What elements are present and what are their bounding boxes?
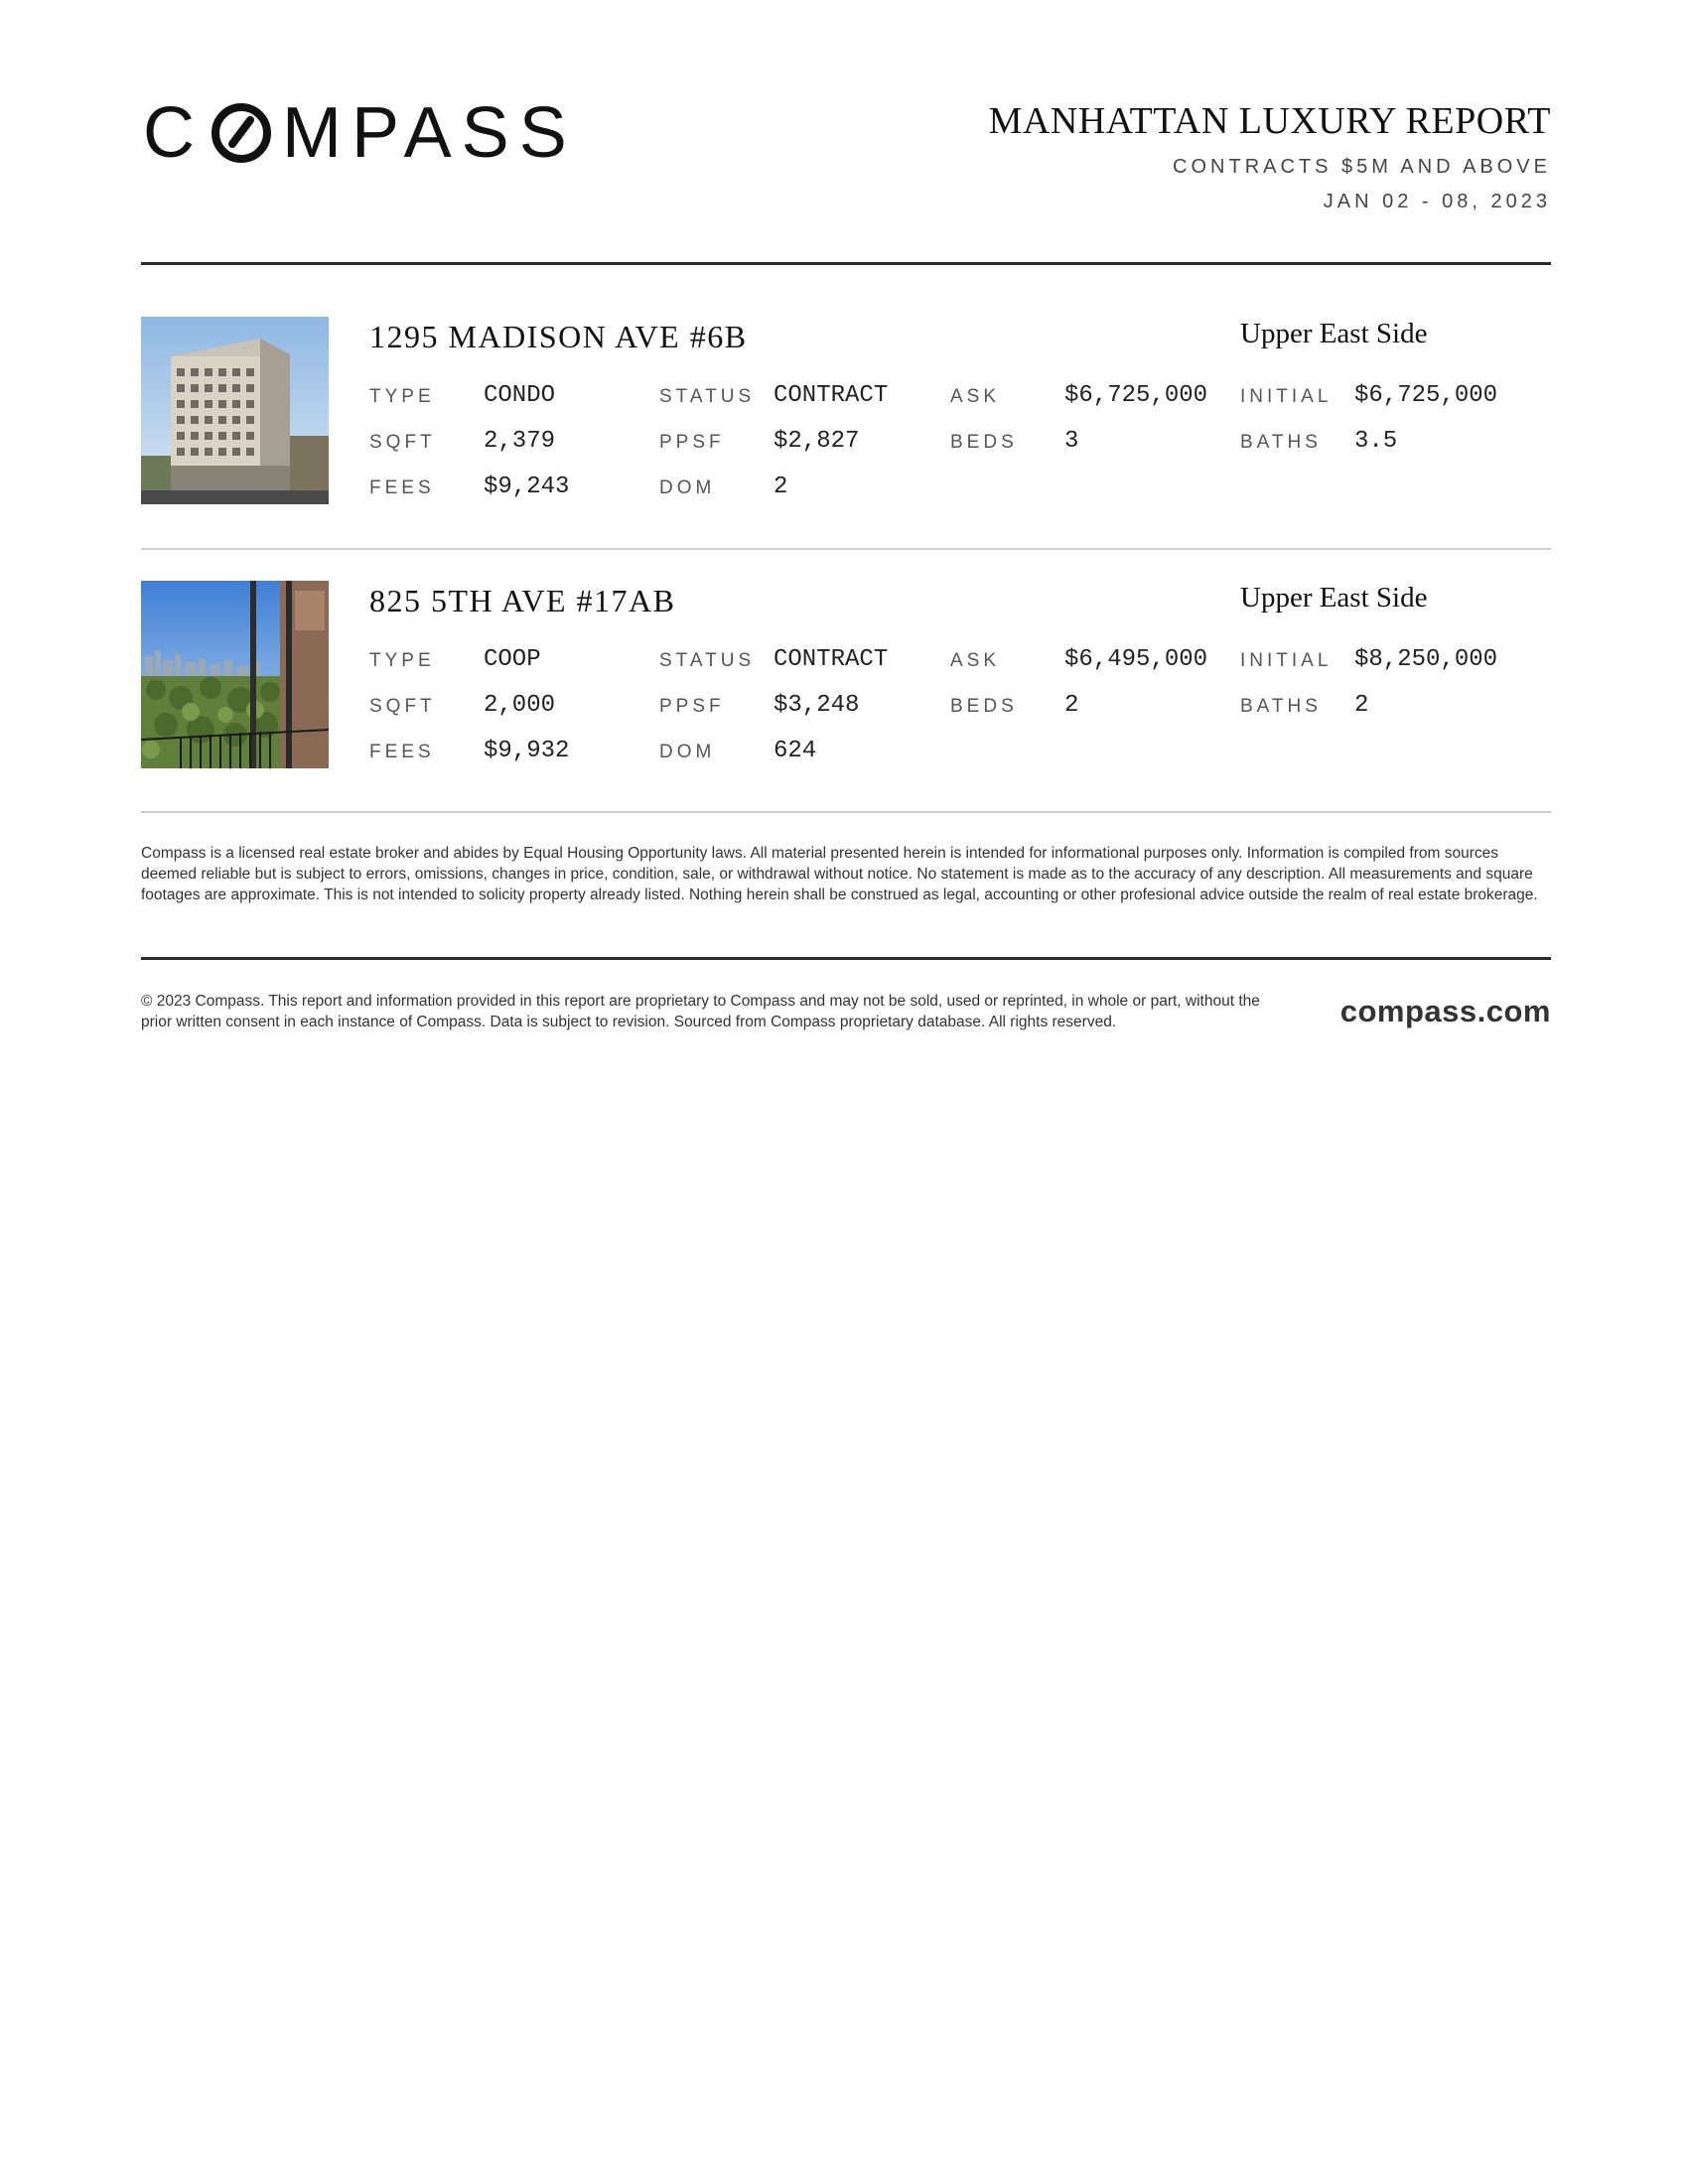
dom-value: 2 [774, 474, 788, 500]
header-divider [141, 262, 1551, 265]
compass-logo[interactable] [143, 93, 577, 173]
legal-disclaimer: Compass is a licensed real estate broker and abides by Equal Housing Opportunity laws. All material presented herein is intended for informational purposes only. Information is compiled from sources deemed reliable but is subject to errors, omissions, changes in price, condition, sale, or withdrawal without notice. No statement is made as to the accuracy of any description. All measurements and square footages are approximate. This is not intended to solicity property already listed. Nothing herein shall be construed as legal, accounting or other profesional advice outside the realm of real estate brokerage. [141, 845, 1538, 903]
beds-label: BEDS [950, 696, 1018, 717]
ask-label: ASK [950, 386, 1001, 407]
status-value: CONTRACT [774, 382, 889, 409]
listing-divider [141, 548, 1551, 550]
sqft-label: SQFT [369, 696, 436, 717]
initial-label: INITIAL [1240, 386, 1333, 407]
dom-label: DOM [659, 742, 716, 762]
footer-divider [141, 957, 1551, 960]
status-label: STATUS [659, 650, 756, 671]
listing-neighborhood: Upper East Side [1240, 318, 1428, 349]
listing-address[interactable]: 1295 MADISON AVE #6B [369, 319, 748, 354]
dom-label: DOM [659, 478, 716, 498]
report-header [141, 0, 1551, 265]
listing-address[interactable]: 825 5TH AVE #17AB [369, 583, 676, 618]
initial-value: $6,725,000 [1354, 382, 1498, 409]
status-label: STATUS [659, 386, 756, 407]
ask-value: $6,495,000 [1064, 646, 1208, 673]
fees-label: FEES [369, 742, 435, 762]
listing-card [141, 581, 1551, 769]
dom-value: 624 [774, 738, 817, 764]
website-link[interactable]: compass.com [1339, 994, 1551, 1028]
report-dates: JAN 02 - 08, 2023 [1323, 191, 1551, 212]
report-subtitle: CONTRACTS $5M AND ABOVE [1173, 156, 1551, 178]
park-view-photo[interactable] [141, 581, 329, 768]
listing-card [141, 317, 1551, 505]
type-value: COOP [484, 646, 541, 673]
status-value: CONTRACT [774, 646, 889, 673]
fees-label: FEES [369, 478, 435, 498]
baths-label: BATHS [1240, 696, 1322, 717]
beds-label: BEDS [950, 432, 1018, 453]
beds-value: 2 [1064, 692, 1079, 719]
report-page [141, 0, 1551, 1030]
sqft-value: 2,379 [484, 428, 556, 455]
copyright-notice: © 2023 Compass. This report and information provided in this report are proprietary to Compass and may not be sold, used or reprinted, in whole or part, without the prior written consent in each instance of Compass. Data is subject to revision. Sourced from Compass proprietary database. All rights reserved. [141, 993, 1260, 1030]
beds-value: 3 [1064, 428, 1079, 455]
sqft-label: SQFT [369, 432, 436, 453]
ppsf-value: $3,248 [774, 692, 860, 719]
logo-text-left: C [143, 93, 205, 173]
baths-value: 2 [1354, 692, 1369, 719]
baths-value: 3.5 [1354, 428, 1398, 455]
report-title: MANHATTAN LUXURY REPORT [988, 100, 1551, 142]
building-photo[interactable] [141, 317, 329, 504]
ppsf-label: PPSF [659, 696, 725, 717]
ppsf-label: PPSF [659, 432, 725, 453]
logo-text-right: MPASS [282, 93, 577, 173]
type-value: CONDO [484, 382, 556, 409]
initial-value: $8,250,000 [1354, 646, 1498, 673]
type-label: TYPE [369, 386, 435, 407]
fees-value: $9,243 [484, 474, 570, 500]
sqft-value: 2,000 [484, 692, 556, 719]
type-label: TYPE [369, 650, 435, 671]
listing-divider [141, 811, 1551, 813]
initial-label: INITIAL [1240, 650, 1333, 671]
fees-value: $9,932 [484, 738, 570, 764]
compass-o-icon [211, 102, 272, 164]
ask-value: $6,725,000 [1064, 382, 1208, 409]
listing-neighborhood: Upper East Side [1240, 582, 1428, 614]
ask-label: ASK [950, 650, 1001, 671]
baths-label: BATHS [1240, 432, 1322, 453]
ppsf-value: $2,827 [774, 428, 860, 455]
